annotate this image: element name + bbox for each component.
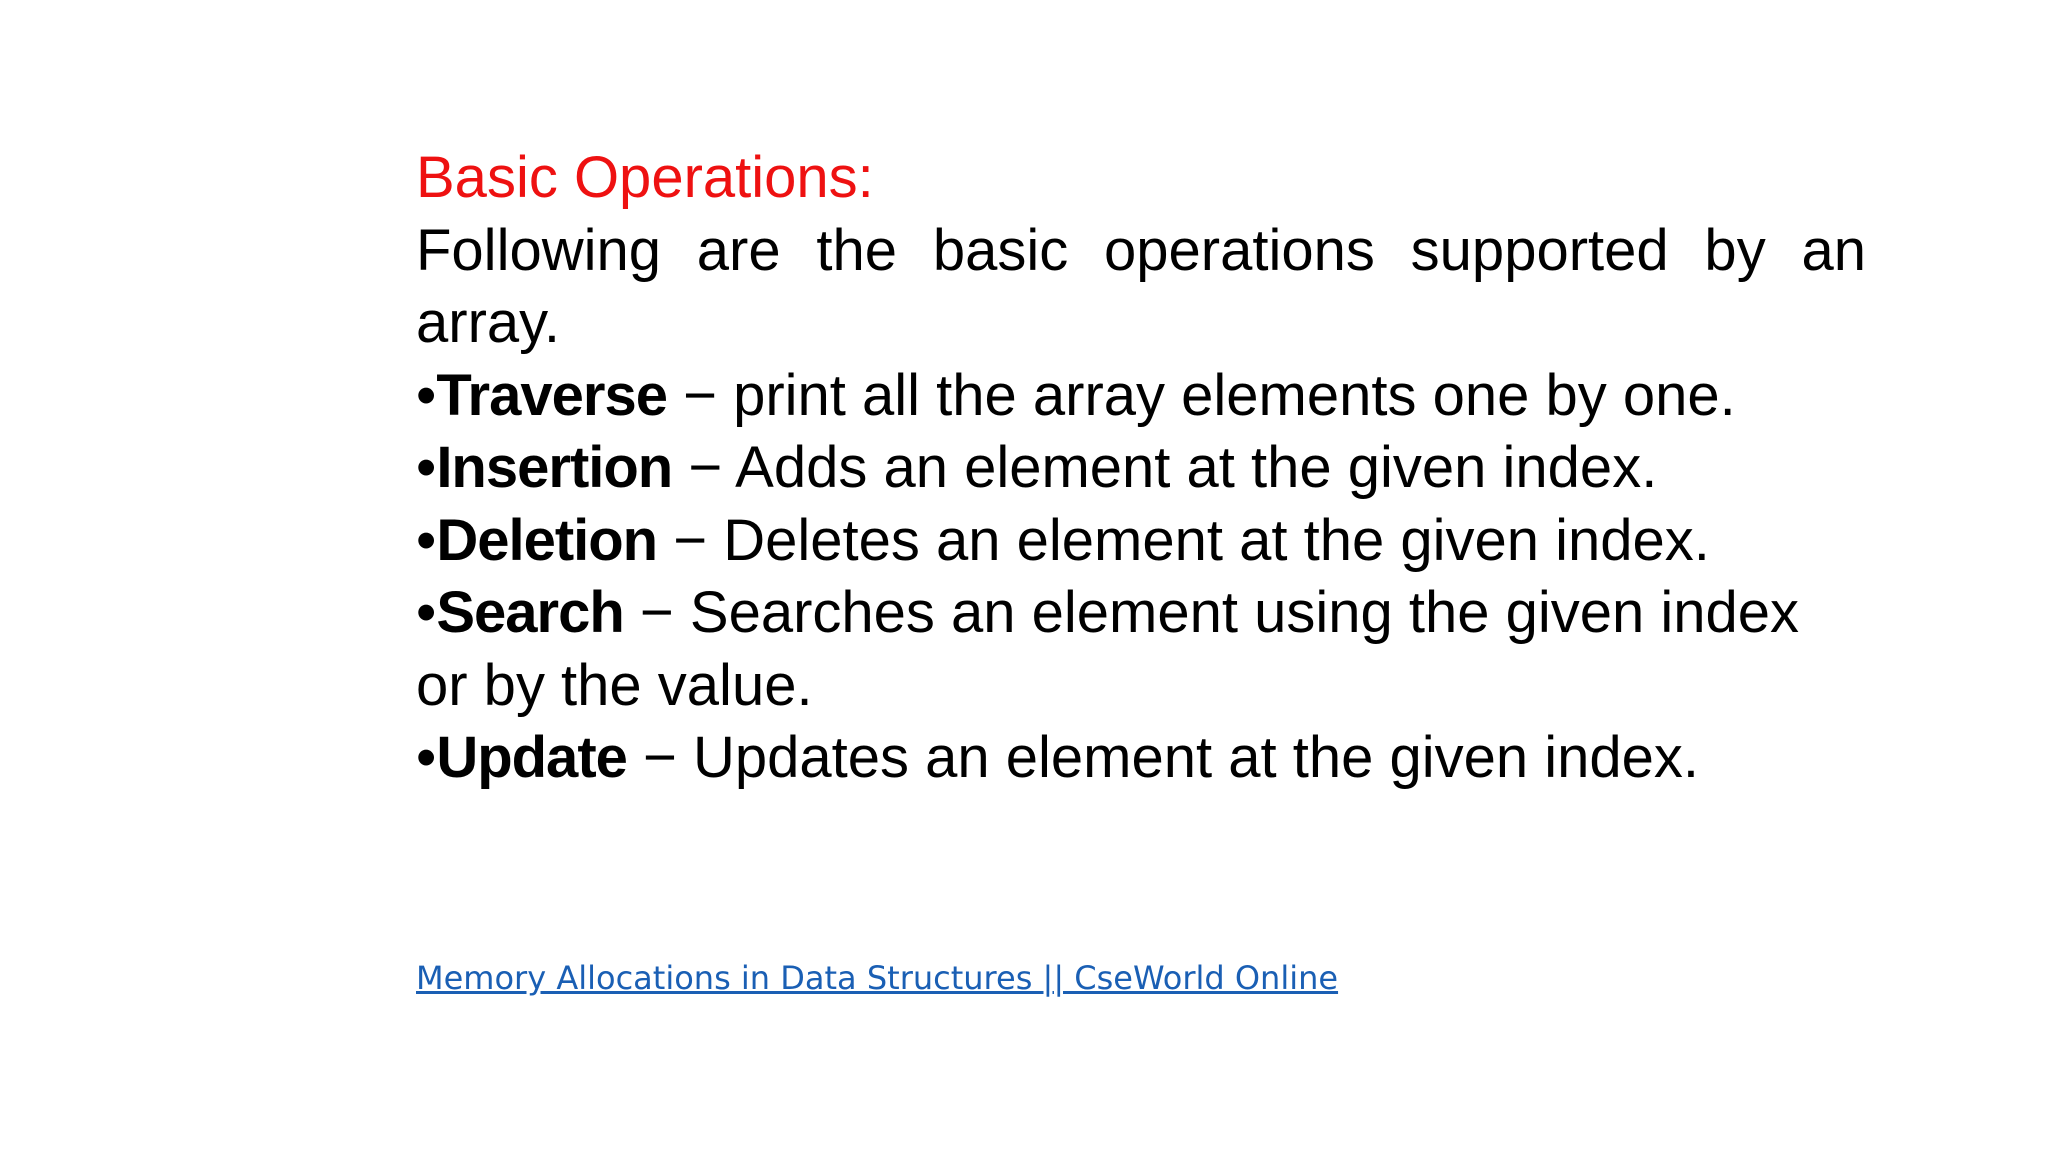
bullet-marker: • [416,580,437,645]
dash-separator: − [666,362,734,428]
operation-description: print all the array elements one by one. [733,362,1736,428]
slide-heading: Basic Operations: [416,145,874,210]
slide-body [416,142,1866,795]
dash-separator: − [657,507,724,573]
bullet-marker: • [416,725,437,790]
reference-link[interactable]: Memory Allocations in Data Structures || CseWorld Online [416,959,1339,997]
dash-separator: − [623,580,690,645]
bullet-marker: • [416,507,437,573]
dash-separator: − [672,435,736,500]
operation-term: Deletion [436,507,658,573]
operation-item-insertion [416,432,1866,505]
operation-item-search [416,577,1866,722]
operation-term: Search [436,580,624,645]
operation-description: Deletes an element at the given index. [723,507,1710,573]
operation-description: Updates an element at the given index. [693,725,1699,790]
operation-term: Insertion [436,435,673,500]
operation-description: Searches an element using the given index or by the value. [416,580,1800,718]
operation-description: Adds an element at the given index. [735,435,1658,500]
operation-item-deletion [416,505,1866,578]
bullet-marker: • [416,435,437,500]
dash-separator: − [626,725,693,790]
intro-paragraph: Following are the basic operations supported by an array. [416,217,1866,355]
operation-term: Update [436,725,627,790]
bullet-marker: • [416,362,437,428]
operation-item-update [416,722,1866,795]
operation-term: Traverse [436,362,667,428]
operation-item-traverse [416,360,1866,433]
